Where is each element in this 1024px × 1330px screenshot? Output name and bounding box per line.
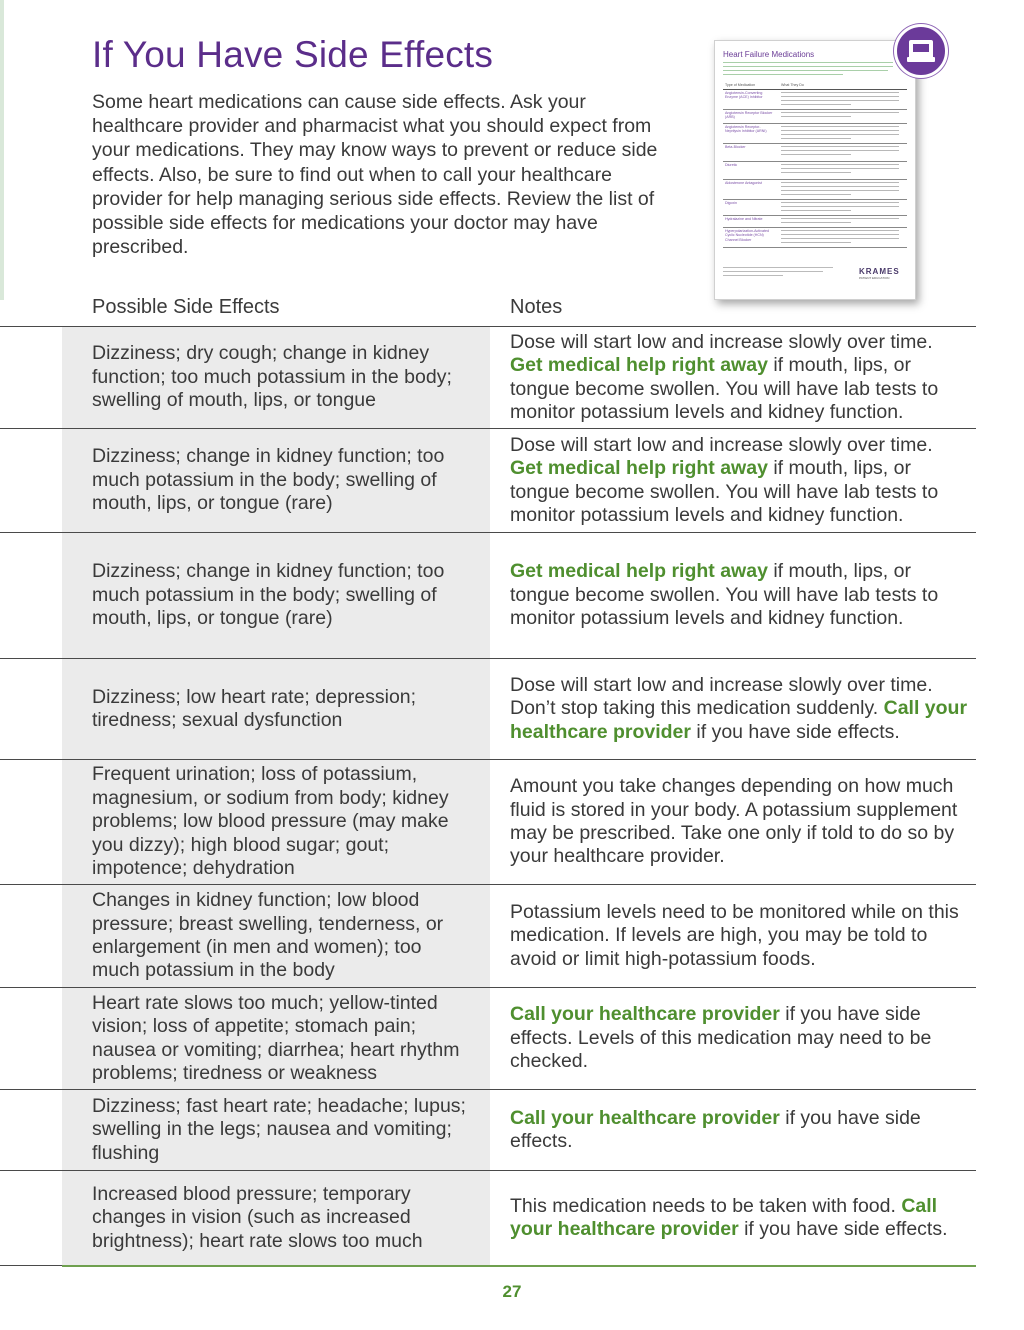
table-row — [0, 429, 976, 533]
side-effects-table — [0, 326, 976, 1252]
thumbnail-row: Digoxin — [723, 199, 907, 216]
emphasis-text: Call your healthcare provider — [510, 1106, 780, 1129]
notes-cell: Dose will start low and increase slowly over time. Don’t stop taking this medication suddenly. Call your healthcare provider if you have side effects. — [510, 673, 968, 743]
table-row — [0, 760, 976, 885]
emphasis-text: Call your healthcare provider — [510, 1003, 780, 1026]
side-effects-cell: Heart rate slows too much; yellow-tinted vision; loss of appetite; stomach pain; nausea or vomiting; diarrhea; heart rhythm problems; tiredness or weakness — [92, 991, 460, 1084]
thumbnail-intro-lines — [723, 62, 893, 78]
bottom-rule — [62, 1265, 976, 1267]
side-effects-cell: Dizziness; fast heart rate; headache; lupus; swelling in the legs; nausea and vomiting; flushing — [92, 1094, 466, 1164]
column-header-side-effects: Possible Side Effects — [92, 296, 280, 318]
heart-failure-medications-thumbnail[interactable] — [714, 40, 916, 300]
left-margin-rule — [0, 0, 4, 300]
notes-cell: Dose will start low and increase slowly over time. Get medical help right away if mouth, lips, or tongue become swollen. You will have lab tests to monitor potassium levels and kidney function. — [510, 433, 939, 526]
notes-cell: Amount you take changes depending on how much fluid is stored in your body. A potassium supplement may be prescribed. Take one only if told to do so by your healthcare provider. — [510, 775, 958, 868]
table-row — [0, 327, 976, 429]
krames-logo: KRAMES PATIENT EDUCATION — [859, 267, 900, 280]
thumbnail-row: Angiotensin-Converting Enzyme (ACE) Inhibitor — [723, 89, 907, 110]
notes-cell: This medication needs to be taken with food. Call your healthcare provider if you have side effects. — [510, 1194, 948, 1240]
notes-cell: Call your healthcare provider if you have side effects. Levels of this medication may need to be checked. — [510, 1003, 932, 1073]
thumbnail-footer — [723, 267, 843, 279]
thumbnail-row: Hyperpolarization-Activated Cyclic Nucleotide (HCN) Channel Blocker — [723, 227, 907, 248]
table-row — [0, 988, 976, 1090]
thumbnail-row: Angiotensin Receptor-Neprilysin Inhibitor (ARNI) — [723, 123, 907, 144]
page-number: 27 — [502, 1282, 522, 1301]
table-row — [0, 885, 976, 988]
emphasis-text: Call your healthcare provider — [510, 1194, 938, 1240]
side-effects-cell: Increased blood pressure; temporary changes in vision (such as increased brightness); heart rate slows too much — [92, 1182, 423, 1252]
table-row — [0, 533, 976, 659]
column-header-notes: Notes — [510, 296, 563, 318]
side-effects-cell: Frequent urination; loss of potassium, magnesium, or sodium from body; kidney problems; low blood pressure (may make you dizzy); high blood sugar; gout; impotence; dehydration — [92, 763, 449, 880]
thumbnail-row: Hydralazine and Nitrate — [723, 215, 907, 228]
side-effects-cell: Dizziness; low heart rate; depression; tiredness; sexual dysfunction — [92, 685, 417, 731]
side-effects-cell: Dizziness; dry cough; change in kidney function; too much potassium in the body; swelling of mouth, lips, or tongue — [92, 342, 452, 412]
thumbnail-row: Angiotensin Receptor Blocker (ARB) — [723, 109, 907, 124]
emphasis-text: Get medical help right away — [510, 560, 768, 583]
emphasis-text: Get medical help right away — [510, 457, 768, 480]
notes-cell: Call your healthcare provider if you have side effects. — [510, 1106, 921, 1152]
thumbnail-title: Heart Failure Medications — [723, 50, 815, 59]
notes-cell: Potassium levels need to be monitored while on this medication. If levels are high, you may be told to avoid or limit high-potassium foods. — [510, 900, 959, 970]
table-row — [0, 659, 976, 760]
notes-cell: Dose will start low and increase slowly over time. Get medical help right away if mouth, lips, or tongue become swollen. You will have lab tests to monitor potassium levels and kidney function. — [510, 330, 939, 423]
emphasis-text: Call your healthcare provider — [510, 697, 968, 743]
intro-paragraph: Some heart medications can cause side effects. Ask your healthcare provider and pharmacist what you should expect from your medications. They may know ways to prevent or reduce side effects. Also, be sure to find out when to call your healthcare provider for help managing serious side effects. Review the list of possible side effects for medications your doctor may have prescribed. — [92, 91, 658, 259]
side-effects-cell: Dizziness; change in kidney function; too much potassium in the body; swelling of mouth, lips, or tongue (rare) — [92, 445, 445, 515]
thumbnail-row: Aldosterone Antagonist — [723, 179, 907, 200]
thumbnail-row: Diuretic — [723, 161, 907, 180]
thumbnail-header: Type of Medication What They Do — [723, 83, 907, 90]
emphasis-text: Get medical help right away — [510, 354, 768, 377]
table-row — [0, 1171, 976, 1266]
book-icon — [894, 24, 948, 78]
notes-cell: Get medical help right away if mouth, lips, or tongue become swollen. You will have lab tests to monitor potassium levels and kidney function. — [510, 560, 939, 630]
side-effects-cell: Dizziness; change in kidney function; too much potassium in the body; swelling of mouth, lips, or tongue (rare) — [92, 560, 445, 630]
table-row — [0, 1090, 976, 1171]
thumbnail-row: Beta-Blocker — [723, 143, 907, 162]
side-effects-cell: Changes in kidney function; low blood pressure; breast swelling, tenderness, or enlargement (in men and women); too much potassium in the body — [92, 889, 444, 982]
page-title: If You Have Side Effects — [92, 34, 494, 75]
